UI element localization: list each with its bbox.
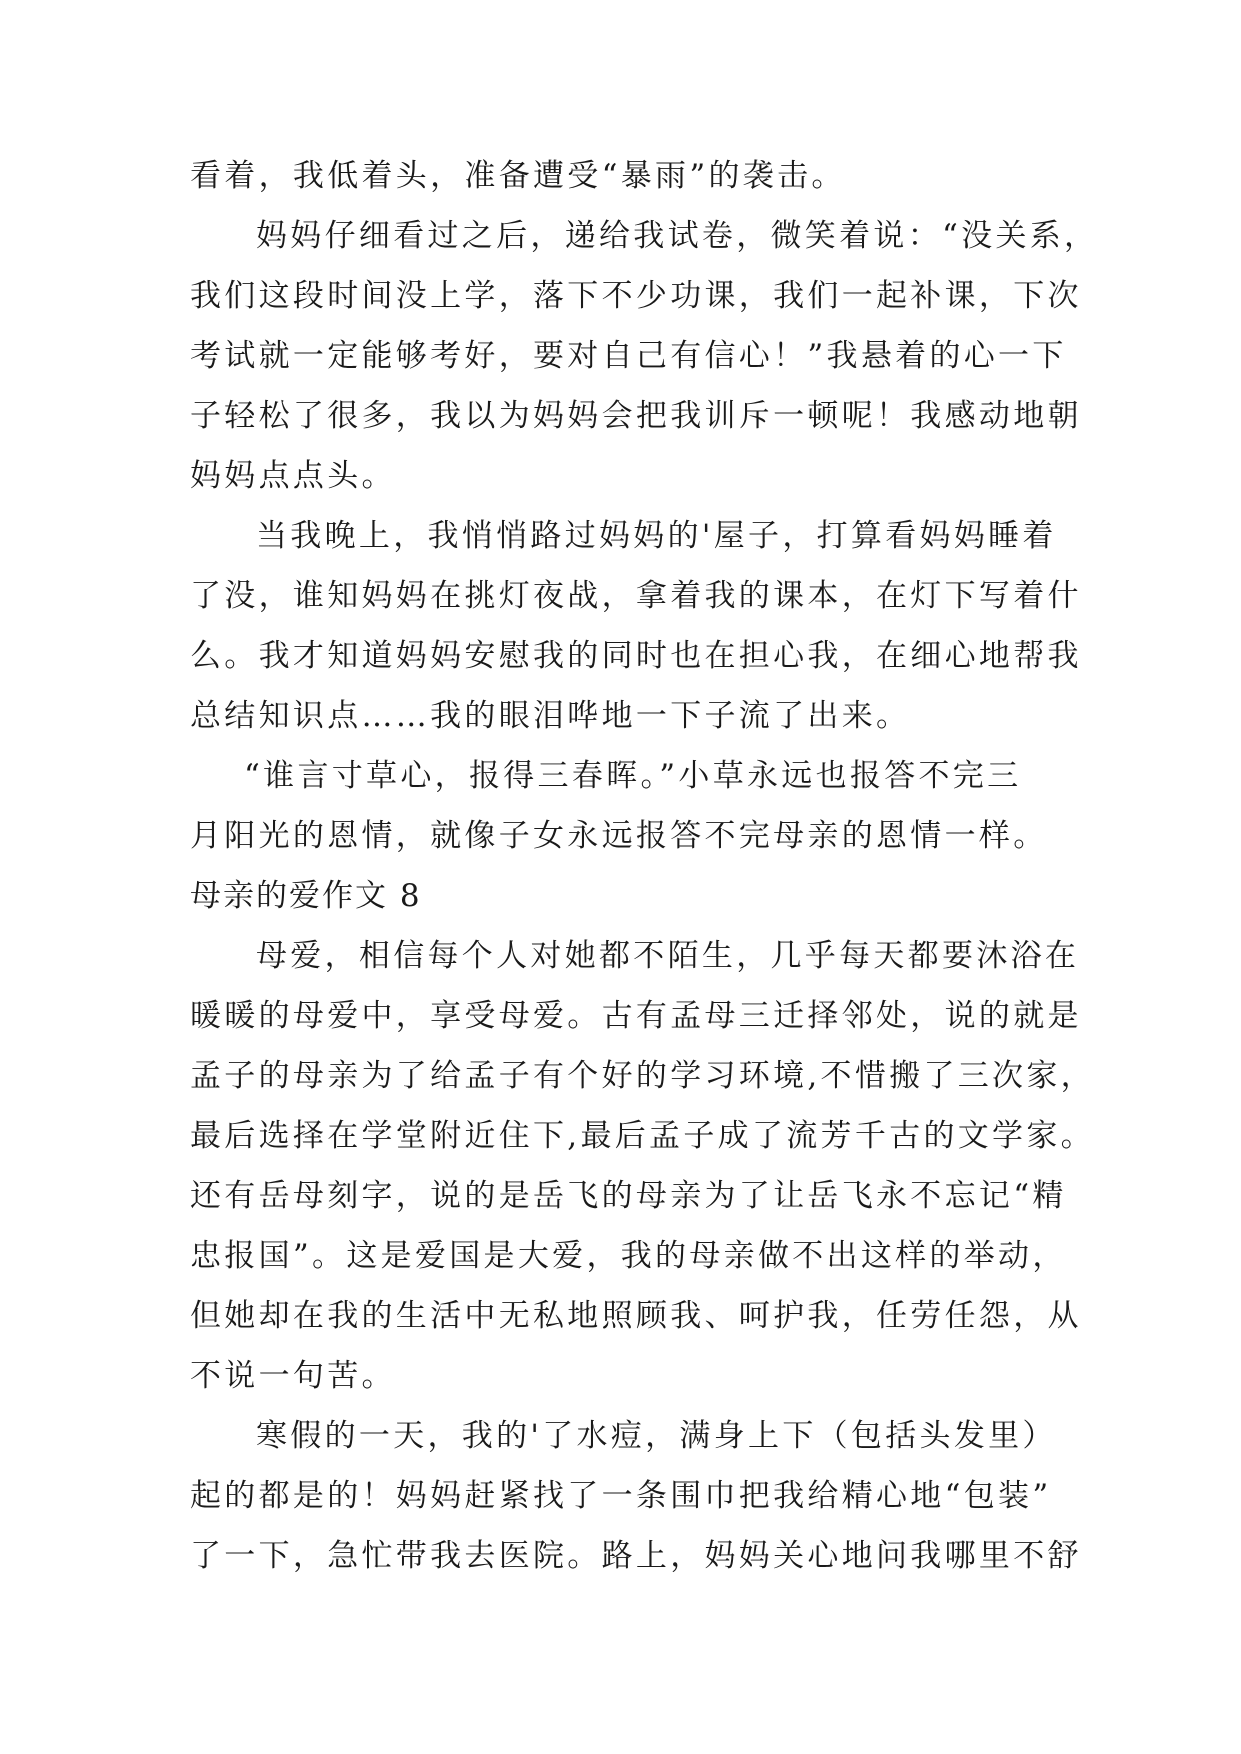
text-line: 暖暖的母爱中，享受母爱。古有孟母三迁择邻处，说的就是: [190, 998, 1082, 1034]
text-line: 我们这段时间没上学，落下不少功课，我们一起补课，下次: [190, 278, 1082, 314]
text-line: 子轻松了很多，我以为妈妈会把我训斥一顿呢！我感动地朝: [190, 398, 1082, 434]
text-line: 么。我才知道妈妈安慰我的同时也在担心我，在细心地帮我: [190, 638, 1082, 674]
text-line: 忠报国”。这是爱国是大爱，我的母亲做不出这样的举动，: [190, 1238, 1067, 1274]
text-line: 孟子的母亲为了给孟子有个好的学习环境,不惜搬了三次家，: [190, 1058, 1095, 1094]
paragraph-start-line: 妈妈仔细看过之后，递给我试卷，微笑着说：“没关系，: [256, 218, 1099, 254]
text-line: 总结知识点……我的眼泪哗地一下子流了出来。: [190, 698, 911, 734]
text-line: 考试就一定能够考好，要对自己有信心！”我悬着的心一下: [190, 338, 1067, 374]
text-line: 了没，谁知妈妈在挑灯夜战，拿着我的课本，在灯下写着什: [190, 578, 1082, 614]
text-line: 月阳光的恩情，就像子女永远报答不完母亲的恩情一样。: [190, 818, 1048, 854]
paragraph-start-line: 当我晚上，我悄悄路过妈妈的'屋子，打算看妈妈睡着: [256, 518, 1057, 554]
text-line: 看着，我低着头，准备遭受“暴雨”的袭击。: [190, 158, 846, 194]
text-line: 起的都是的！妈妈赶紧找了一条围巾把我给精心地“包装”: [190, 1478, 1052, 1514]
paragraph-start-line: 寒假的一天，我的'了水痘，满身上下（包括头发里）: [256, 1418, 1057, 1454]
text-line: 了一下，急忙带我去医院。路上，妈妈关心地问我哪里不舒: [190, 1538, 1082, 1574]
article-body: [190, 146, 1099, 1586]
text-line: 妈妈点点头。: [190, 458, 396, 494]
text-line: 还有岳母刻字，说的是岳飞的母亲为了让岳飞永不忘记“精: [190, 1178, 1067, 1214]
section-heading: 母亲的爱作文 8: [190, 878, 422, 914]
text-line: 最后选择在学堂附近住下,最后孟子成了流芳千古的文学家。: [190, 1118, 1095, 1154]
text-line: 但她却在我的生活中无私地照顾我、呵护我，任劳任怨，从: [190, 1298, 1082, 1334]
paragraph-start-line: “谁言寸草心，报得三春晖。”小草永远也报答不完三: [244, 758, 1022, 794]
paragraph-start-line: 母爱，相信每个人对她都不陌生，几乎每天都要沐浴在: [256, 938, 1080, 974]
text-line: 不说一句苦。: [190, 1358, 396, 1394]
